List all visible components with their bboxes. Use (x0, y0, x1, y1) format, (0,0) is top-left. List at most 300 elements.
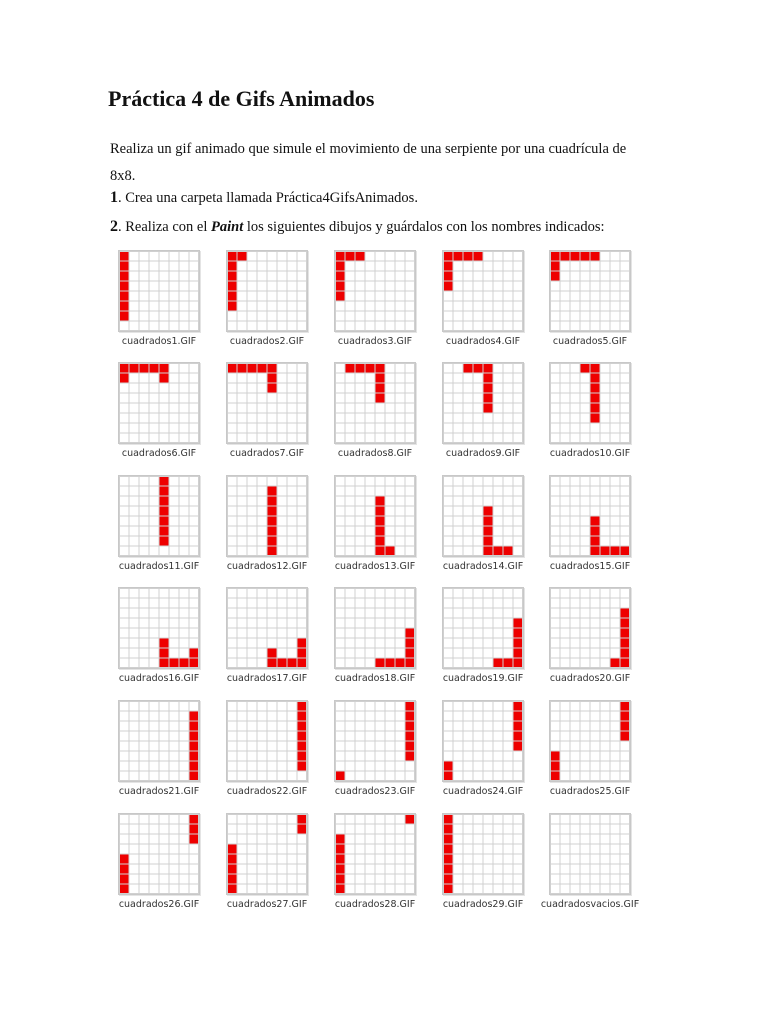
filled-square (483, 383, 493, 393)
image-filename: cuadrados20.GIF (549, 673, 631, 684)
image-filename: cuadrados2.GIF (229, 336, 305, 347)
filled-square (267, 516, 277, 526)
filled-square (513, 721, 523, 731)
filled-square (227, 884, 237, 894)
step-2-text-before: . Realiza con el (118, 219, 211, 235)
grid-thumbnail (549, 250, 631, 332)
filled-square (159, 486, 169, 496)
grid-thumbnail (118, 587, 200, 669)
grid-8x8 (443, 814, 523, 894)
filled-square (267, 658, 277, 668)
grid-image-item (226, 700, 336, 808)
filled-square (483, 506, 493, 516)
filled-square (443, 824, 453, 834)
grid-8x8 (119, 588, 199, 668)
image-filename: cuadrados22.GIF (226, 786, 308, 797)
grid-8x8 (119, 701, 199, 781)
filled-square (297, 648, 307, 658)
grid-thumbnail (334, 250, 416, 332)
grid-image-item (118, 813, 228, 921)
filled-square (335, 864, 345, 874)
grid-thumbnail (226, 700, 308, 782)
filled-square (345, 363, 355, 373)
filled-square (119, 281, 129, 291)
grid-thumbnail (226, 250, 308, 332)
filled-square (483, 516, 493, 526)
grid-image-item (549, 700, 659, 808)
grid-image-item (442, 813, 552, 921)
image-filename: cuadrados26.GIF (118, 899, 200, 910)
filled-square (335, 291, 345, 301)
filled-square (335, 261, 345, 271)
grid-thumbnail (442, 250, 524, 332)
filled-square (267, 383, 277, 393)
filled-square (590, 546, 600, 556)
grid-image-item (334, 250, 444, 358)
filled-square (355, 363, 365, 373)
image-filename: cuadrados4.GIF (445, 336, 521, 347)
image-filename: cuadrados3.GIF (337, 336, 413, 347)
filled-square (267, 363, 277, 373)
grid-image-item (549, 475, 659, 583)
filled-square (189, 814, 199, 824)
filled-square (590, 403, 600, 413)
filled-square (620, 658, 630, 668)
filled-square (267, 546, 277, 556)
filled-square (620, 721, 630, 731)
filled-square (227, 363, 237, 373)
filled-square (227, 281, 237, 291)
filled-square (473, 251, 483, 261)
filled-square (277, 658, 287, 668)
filled-square (620, 608, 630, 618)
filled-square (375, 373, 385, 383)
filled-square (189, 751, 199, 761)
grid-image-item (118, 362, 228, 470)
grid-8x8 (335, 701, 415, 781)
filled-square (550, 751, 560, 761)
filled-square (620, 731, 630, 741)
image-filename: cuadradosvacios.GIF (540, 899, 640, 910)
image-filename: cuadrados10.GIF (549, 448, 631, 459)
filled-square (443, 834, 453, 844)
grid-8x8 (443, 251, 523, 331)
filled-square (227, 874, 237, 884)
filled-square (395, 658, 405, 668)
grid-thumbnail (442, 475, 524, 557)
filled-square (590, 363, 600, 373)
filled-square (335, 884, 345, 894)
filled-square (355, 251, 365, 261)
grid-8x8 (335, 251, 415, 331)
grid-8x8 (227, 701, 307, 781)
filled-square (453, 251, 463, 261)
grid-image-item (442, 362, 552, 470)
filled-square (297, 638, 307, 648)
filled-square (247, 363, 257, 373)
filled-square (227, 864, 237, 874)
filled-square (443, 864, 453, 874)
image-filename: cuadrados9.GIF (445, 448, 521, 459)
filled-square (443, 771, 453, 781)
filled-square (119, 271, 129, 281)
filled-square (405, 741, 415, 751)
grid-8x8 (227, 814, 307, 894)
filled-square (335, 834, 345, 844)
step-1-text: . Crea una carpeta llamada Práctica4GifsAnimados. (118, 190, 418, 206)
image-filename: cuadrados5.GIF (552, 336, 628, 347)
image-filename: cuadrados27.GIF (226, 899, 308, 910)
filled-square (189, 658, 199, 668)
grid-8x8 (443, 701, 523, 781)
filled-square (297, 701, 307, 711)
filled-square (493, 546, 503, 556)
grid-thumbnail (442, 700, 524, 782)
image-filename: cuadrados12.GIF (226, 561, 308, 572)
filled-square (297, 741, 307, 751)
filled-square (550, 251, 560, 261)
filled-square (335, 854, 345, 864)
grid-8x8 (550, 588, 630, 668)
filled-square (227, 301, 237, 311)
filled-square (483, 363, 493, 373)
image-filename: cuadrados13.GIF (334, 561, 416, 572)
grid-image-item (442, 700, 552, 808)
grid-thumbnail (549, 362, 631, 444)
filled-square (405, 711, 415, 721)
grid-thumbnail (334, 587, 416, 669)
filled-square (159, 506, 169, 516)
filled-square (473, 363, 483, 373)
filled-square (375, 363, 385, 373)
grid-image-item (334, 813, 444, 921)
filled-square (513, 658, 523, 668)
filled-square (129, 363, 139, 373)
grid-image-item (442, 250, 552, 358)
filled-square (513, 701, 523, 711)
filled-square (335, 844, 345, 854)
filled-square (119, 251, 129, 261)
grid-8x8 (119, 814, 199, 894)
grid-thumbnail (226, 587, 308, 669)
filled-square (513, 648, 523, 658)
filled-square (375, 393, 385, 403)
filled-square (405, 814, 415, 824)
filled-square (405, 721, 415, 731)
filled-square (159, 496, 169, 506)
filled-square (483, 526, 493, 536)
grid-image-item (334, 475, 444, 583)
filled-square (179, 658, 189, 668)
grid-8x8 (550, 363, 630, 443)
filled-square (375, 383, 385, 393)
grid-image-item (226, 587, 336, 695)
filled-square (405, 731, 415, 741)
filled-square (405, 701, 415, 711)
filled-square (297, 814, 307, 824)
filled-square (463, 251, 473, 261)
grid-8x8 (119, 476, 199, 556)
filled-square (297, 761, 307, 771)
filled-square (335, 251, 345, 261)
filled-square (159, 516, 169, 526)
filled-square (483, 546, 493, 556)
filled-square (297, 711, 307, 721)
grid-8x8 (227, 588, 307, 668)
filled-square (463, 363, 473, 373)
filled-square (119, 363, 129, 373)
grid-thumbnail (549, 587, 631, 669)
filled-square (119, 874, 129, 884)
grid-8x8 (550, 814, 630, 894)
grid-image-item (226, 362, 336, 470)
step-1-number: 1 (110, 189, 118, 206)
filled-square (405, 638, 415, 648)
grid-8x8 (119, 363, 199, 443)
filled-square (513, 618, 523, 628)
filled-square (297, 824, 307, 834)
filled-square (620, 618, 630, 628)
filled-square (297, 658, 307, 668)
grid-thumbnail (118, 250, 200, 332)
filled-square (169, 658, 179, 668)
grid-thumbnail (226, 362, 308, 444)
filled-square (405, 628, 415, 638)
step-2-paint: Paint (211, 219, 244, 235)
filled-square (375, 506, 385, 516)
filled-square (159, 526, 169, 536)
grid-8x8 (335, 814, 415, 894)
filled-square (443, 251, 453, 261)
filled-square (297, 731, 307, 741)
filled-square (227, 291, 237, 301)
grid-image-item (118, 587, 228, 695)
grid-thumbnail (442, 362, 524, 444)
step-2-text-after: los siguientes dibujos y guárdalos con los nombres indicados: (243, 219, 605, 235)
filled-square (267, 486, 277, 496)
filled-square (513, 711, 523, 721)
filled-square (257, 363, 267, 373)
filled-square (375, 526, 385, 536)
image-filename: cuadrados19.GIF (442, 673, 524, 684)
filled-square (443, 854, 453, 864)
filled-square (600, 546, 610, 556)
grid-thumbnail (226, 475, 308, 557)
filled-square (503, 658, 513, 668)
filled-square (443, 844, 453, 854)
filled-square (580, 363, 590, 373)
filled-square (443, 281, 453, 291)
grid-thumbnail (549, 700, 631, 782)
filled-square (590, 516, 600, 526)
image-filename: cuadrados16.GIF (118, 673, 200, 684)
filled-square (189, 761, 199, 771)
grid-8x8 (443, 588, 523, 668)
filled-square (189, 711, 199, 721)
filled-square (443, 271, 453, 281)
intro-paragraph: Realiza un gif animado que simule el movimiento de una serpiente por una cuadrícula de 8x8. (110, 141, 627, 184)
image-filename: cuadrados15.GIF (549, 561, 631, 572)
filled-square (227, 844, 237, 854)
filled-square (267, 373, 277, 383)
filled-square (443, 261, 453, 271)
filled-square (550, 271, 560, 281)
filled-square (610, 658, 620, 668)
grid-thumbnail (549, 475, 631, 557)
grid-thumbnail (118, 475, 200, 557)
filled-square (189, 648, 199, 658)
filled-square (189, 771, 199, 781)
image-filename: cuadrados17.GIF (226, 673, 308, 684)
grid-image-item (540, 813, 659, 921)
filled-square (493, 658, 503, 668)
image-filename: cuadrados18.GIF (334, 673, 416, 684)
filled-square (189, 824, 199, 834)
filled-square (610, 546, 620, 556)
filled-square (267, 526, 277, 536)
filled-square (513, 638, 523, 648)
grid-image-item (442, 587, 552, 695)
grid-image-item (226, 250, 336, 358)
filled-square (483, 403, 493, 413)
filled-square (443, 884, 453, 894)
filled-square (227, 271, 237, 281)
grid-8x8 (335, 588, 415, 668)
filled-square (189, 834, 199, 844)
filled-square (590, 413, 600, 423)
image-filename: cuadrados8.GIF (337, 448, 413, 459)
filled-square (119, 854, 129, 864)
filled-square (620, 711, 630, 721)
filled-square (405, 648, 415, 658)
grid-8x8 (227, 251, 307, 331)
image-filename: cuadrados24.GIF (442, 786, 524, 797)
filled-square (335, 271, 345, 281)
filled-square (620, 701, 630, 711)
filled-square (590, 251, 600, 261)
filled-square (287, 658, 297, 668)
filled-square (590, 393, 600, 403)
filled-square (227, 854, 237, 864)
grid-thumbnail (442, 587, 524, 669)
filled-square (119, 311, 129, 321)
filled-square (590, 383, 600, 393)
filled-square (513, 628, 523, 638)
filled-square (405, 658, 415, 668)
filled-square (267, 536, 277, 546)
filled-square (335, 771, 345, 781)
filled-square (620, 648, 630, 658)
image-filename: cuadrados11.GIF (118, 561, 200, 572)
grid-8x8 (443, 363, 523, 443)
grid-8x8 (335, 476, 415, 556)
filled-square (119, 291, 129, 301)
filled-square (189, 731, 199, 741)
image-filename: cuadrados29.GIF (442, 899, 524, 910)
filled-square (375, 516, 385, 526)
image-filename: cuadrados7.GIF (229, 448, 305, 459)
filled-square (189, 741, 199, 751)
image-filename: cuadrados14.GIF (442, 561, 524, 572)
grid-image-item (334, 362, 444, 470)
grid-thumbnail (334, 475, 416, 557)
filled-square (297, 721, 307, 731)
filled-square (267, 648, 277, 658)
grid-image-item (226, 813, 336, 921)
filled-square (483, 373, 493, 383)
filled-square (443, 761, 453, 771)
grid-8x8 (550, 701, 630, 781)
filled-square (580, 251, 590, 261)
grid-8x8 (443, 476, 523, 556)
filled-square (159, 648, 169, 658)
grid-thumbnail (442, 813, 524, 895)
grid-image-item (118, 700, 228, 808)
filled-square (550, 261, 560, 271)
filled-square (189, 721, 199, 731)
grid-image-item (549, 250, 659, 358)
filled-square (443, 814, 453, 824)
filled-square (405, 751, 415, 761)
grid-image-item (118, 250, 228, 358)
grid-image-item (442, 475, 552, 583)
filled-square (159, 363, 169, 373)
filled-square (365, 363, 375, 373)
filled-square (159, 373, 169, 383)
image-filename: cuadrados6.GIF (121, 448, 197, 459)
filled-square (620, 628, 630, 638)
grid-image-item (549, 362, 659, 470)
filled-square (483, 536, 493, 546)
filled-square (385, 546, 395, 556)
grid-thumbnail (118, 362, 200, 444)
grid-thumbnail (334, 700, 416, 782)
filled-square (503, 546, 513, 556)
grid-8x8 (227, 476, 307, 556)
filled-square (119, 261, 129, 271)
filled-square (119, 884, 129, 894)
filled-square (119, 864, 129, 874)
grid-8x8 (119, 251, 199, 331)
filled-square (149, 363, 159, 373)
filled-square (119, 373, 129, 383)
grid-thumbnail (118, 700, 200, 782)
filled-square (513, 731, 523, 741)
filled-square (620, 546, 630, 556)
filled-square (590, 373, 600, 383)
filled-square (385, 658, 395, 668)
image-filename: cuadrados23.GIF (334, 786, 416, 797)
filled-square (297, 751, 307, 761)
filled-square (267, 506, 277, 516)
filled-square (119, 301, 129, 311)
filled-square (335, 874, 345, 884)
filled-square (375, 658, 385, 668)
filled-square (590, 526, 600, 536)
filled-square (227, 251, 237, 261)
filled-square (159, 536, 169, 546)
grid-8x8 (227, 363, 307, 443)
filled-square (227, 261, 237, 271)
page-title: Práctica 4 de Gifs Animados (108, 86, 375, 111)
grid-thumbnail (334, 813, 416, 895)
filled-square (159, 658, 169, 668)
filled-square (443, 874, 453, 884)
grid-image-item (334, 587, 444, 695)
image-filename: cuadrados25.GIF (549, 786, 631, 797)
grid-thumbnail (549, 813, 631, 895)
grid-thumbnail (118, 813, 200, 895)
